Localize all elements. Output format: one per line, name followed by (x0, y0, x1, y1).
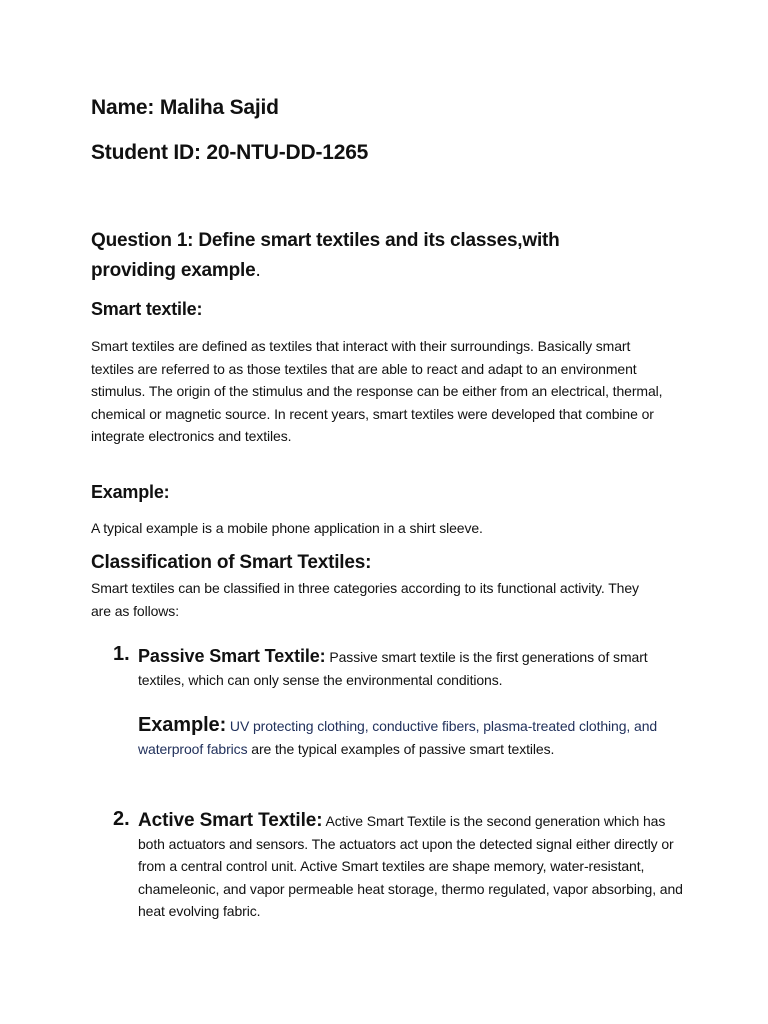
example-paragraph: A typical example is a mobile phone application in a shirt sleeve. (91, 520, 483, 536)
example-heading: Example: (91, 482, 170, 502)
question-period: . (255, 260, 261, 281)
classification-heading: Classification of Smart Textiles: (91, 552, 372, 573)
student-name: Name: Maliha Sajid (91, 96, 279, 119)
student-id: Student ID: 20-NTU-DD-1265 (91, 141, 369, 164)
list-item-title: Passive Smart Textile: (138, 646, 326, 666)
example-highlight: UV protecting clothing, conductive fibers, plasma-treated clothing, and waterproof fabrics (138, 718, 658, 757)
example-label: Example: (138, 714, 227, 736)
smart-textile-heading: Smart textile: (91, 299, 203, 319)
list-item-title: Active Smart Textile: (138, 810, 323, 831)
question-title (91, 226, 611, 286)
list-item-description: Active Smart Textile is the second generation which has both actuators and sensors. The actuators act upon the detected signal either directly or from a central control unit. Active Smart textiles are shape memory, water-resistant, chameleonic, and vapor permeable heat storage, thermo regulated, vapor absorbing, and heat evolving fabric. (138, 813, 683, 919)
list-item-description: Passive smart textile is the first generations of smart textiles, which can only sense the environmental conditions. (138, 649, 648, 688)
list-number: 1. (113, 643, 130, 665)
list-item-text (138, 645, 683, 691)
question-text: Question 1: Define smart textiles and its classes,with providing example (91, 230, 560, 281)
list-item-text (138, 810, 683, 923)
list-item-example (138, 714, 683, 760)
classification-paragraph: Smart textiles can be classified in three categories according to its functional activity. They are as follows: (91, 580, 639, 619)
smart-textile-paragraph: Smart textiles are defined as textiles that interact with their surroundings. Basically smart textiles are referred to as those textiles that are able to react and adapt to an environment stimulus. The origin of the stimulus and the response can be either from an electrical, thermal, chemical or magnetic source. In recent years, smart textiles were developed that combine or integrate electronics and textiles. (91, 338, 663, 444)
example-rest: are the typical examples of passive smart textiles. (247, 740, 555, 757)
list-number: 2. (113, 808, 130, 830)
